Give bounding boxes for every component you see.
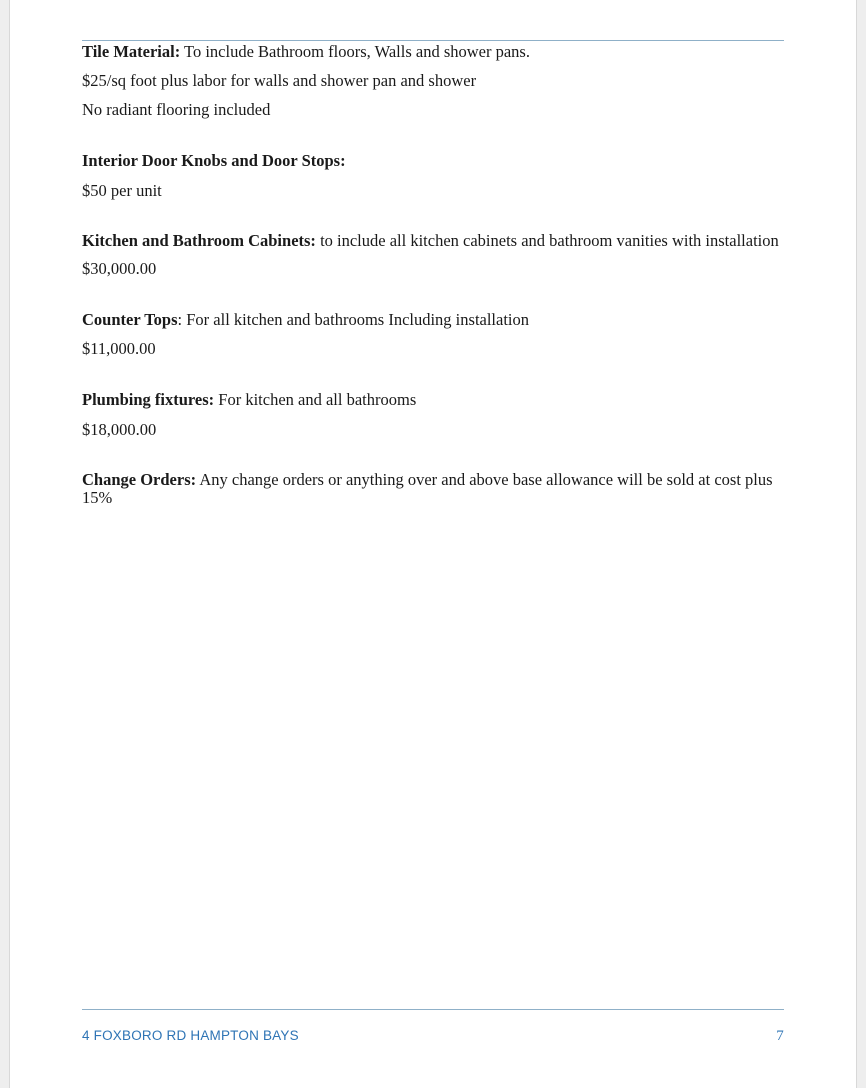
section-line: $18,000.00 bbox=[82, 419, 157, 439]
footer-rule bbox=[82, 1009, 784, 1010]
section-line: $50 per unit bbox=[82, 180, 162, 200]
section-heading: Kitchen and Bathroom Cabinets: bbox=[82, 230, 316, 250]
section-heading: Tile Material: bbox=[82, 42, 181, 61]
section-tile-material bbox=[82, 42, 784, 120]
section-line: $11,000.00 bbox=[82, 339, 156, 359]
section-heading: Counter Tops bbox=[82, 310, 178, 330]
section-heading-line bbox=[82, 471, 784, 508]
section-heading-line bbox=[82, 232, 784, 250]
header-rule bbox=[82, 40, 784, 41]
page-left-margin-shadow bbox=[0, 0, 10, 1088]
section-counter-tops bbox=[82, 310, 784, 359]
section-line: $30,000.00 bbox=[82, 259, 157, 279]
section-heading-rest: To include Bathroom floors, Walls and shower pans. bbox=[180, 42, 530, 61]
section-heading-rest: : For all kitchen and bathrooms Including installation bbox=[177, 310, 530, 330]
section-heading-line bbox=[82, 42, 784, 62]
page-right-margin-shadow bbox=[856, 0, 866, 1088]
footer-address: 4 FOXBORO RD HAMPTON BAYS bbox=[82, 1028, 299, 1043]
section-heading-line bbox=[82, 310, 784, 330]
section-heading-line bbox=[82, 390, 784, 410]
section-line: $25/sq foot plus labor for walls and shower pan and shower bbox=[82, 71, 477, 91]
section-heading: Interior Door Knobs and Door Stops: bbox=[82, 151, 346, 171]
paragraph-spacer bbox=[82, 288, 784, 310]
paragraph-spacer bbox=[82, 449, 784, 471]
paragraph-spacer bbox=[82, 210, 784, 232]
section-heading-rest: Any change orders or anything over and above base allowance will be sold at cost plus 15% bbox=[82, 469, 773, 508]
page-footer bbox=[82, 1028, 784, 1045]
section-heading: Change Orders: bbox=[82, 469, 197, 489]
document-body bbox=[82, 42, 784, 517]
page-number: 7 bbox=[776, 1028, 784, 1044]
section-plumbing-fixtures bbox=[82, 390, 784, 439]
section-line: No radiant flooring included bbox=[82, 100, 271, 120]
section-kitchen-bathroom-cabinets bbox=[82, 232, 784, 280]
paragraph-spacer bbox=[82, 368, 784, 390]
section-heading-rest: to include all kitchen cabinets and bathroom vanities with installation bbox=[315, 230, 779, 250]
section-change-orders bbox=[82, 471, 784, 508]
paragraph-spacer bbox=[82, 129, 784, 151]
section-interior-door-knobs bbox=[82, 151, 784, 200]
section-heading-line bbox=[82, 151, 784, 171]
section-heading-rest: For kitchen and all bathrooms bbox=[214, 390, 417, 410]
section-heading: Plumbing fixtures: bbox=[82, 390, 215, 410]
